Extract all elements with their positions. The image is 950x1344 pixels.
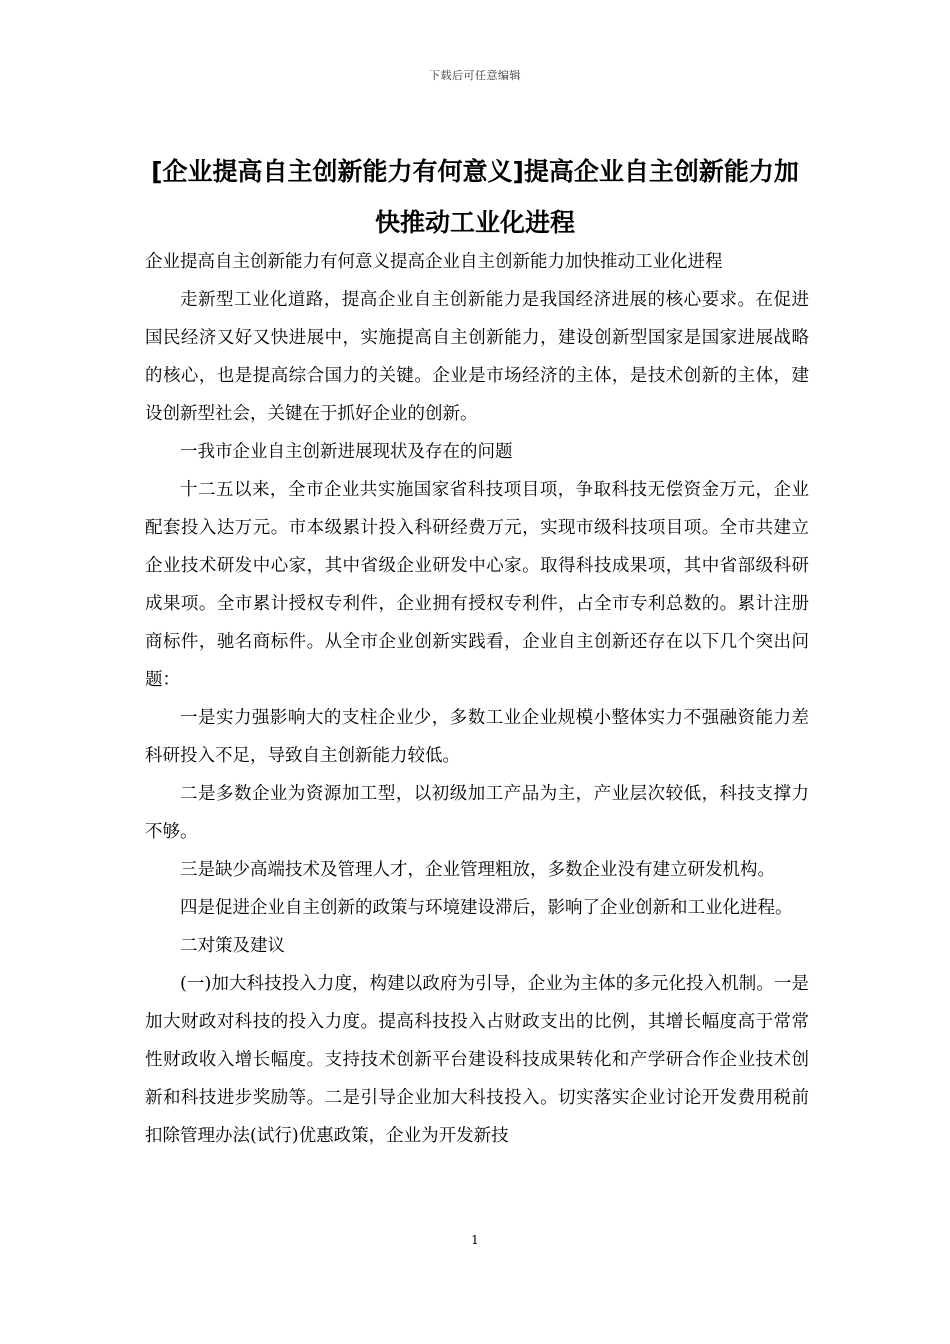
body-paragraph: 二是多数企业为资源加工型，以初级加工产品为主，产业层次较低，科技支撑力不够。 — [145, 784, 809, 842]
document-body — [145, 243, 809, 1155]
body-paragraph: 一是实力强影响大的支柱企业少，多数工业企业规模小整体实力不强融资能力差科研投入不足，导致自主创新能力较低。 — [145, 708, 809, 766]
subtitle-paragraph: 企业提高自主创新能力有何意义提高企业自主创新能力加快推动工业化进程 — [145, 252, 723, 272]
body-paragraph: 十二五以来，全市企业共实施国家省科技项目项，争取科技无偿资金万元，企业配套投入达万元。市本级累计投入科研经费万元，实现市级科技项目项。全市共建立企业技术研发中心家，其中省级企业研发中心家。取得科技成果项，其中省部级科研成果项。全市累计授权专利件，企业拥有授权专利件，占全市专利总数的。累计注册商标件，驰名商标件。从全市企业创新实践看，企业自主创新还存在以下几个突出问题： — [145, 480, 809, 690]
section-heading: 二对策及建议 — [180, 936, 285, 956]
section-heading: 一我市企业自主创新进展现状及存在的问题 — [180, 442, 513, 462]
body-paragraph: (一)加大科技投入力度，构建以政府为引导，企业为主体的多元化投入机制。一是加大财政对科技的投入力度。提高科技投入占财政支出的比例，其增长幅度高于常常性财政收入增长幅度。支持技术创新平台建设科技成果转化和产学研合作企业技术创新和科技进步奖励等。二是引导企业加大科技投入。切实落实企业讨论开发费用税前扣除管理办法(试行)优惠政策，企业为开发新技 — [145, 974, 809, 1146]
body-paragraph: 走新型工业化道路，提高企业自主创新能力是我国经济进展的核心要求。在促进国民经济又好又快进展中，实施提高自主创新能力，建设创新型国家是国家进展战略的核心，也是提高综合国力的关键。企业是市场经济的主体，是技术创新的主体，建设创新型社会，关键在于抓好企业的创新。 — [145, 290, 809, 424]
page-number: 1 — [471, 1233, 479, 1247]
document-title: [企业提高自主创新能力有何意义]提高企业自主创新能力加快推动工业化进程 — [151, 157, 799, 237]
header-note: 下载后可任意编辑 — [429, 69, 521, 82]
body-paragraph: 三是缺少高端技术及管理人才，企业管理粗放，多数企业没有建立研发机构。 — [180, 860, 775, 880]
body-paragraph: 四是促进企业自主创新的政策与环境建设滞后，影响了企业创新和工业化进程。 — [180, 898, 793, 918]
